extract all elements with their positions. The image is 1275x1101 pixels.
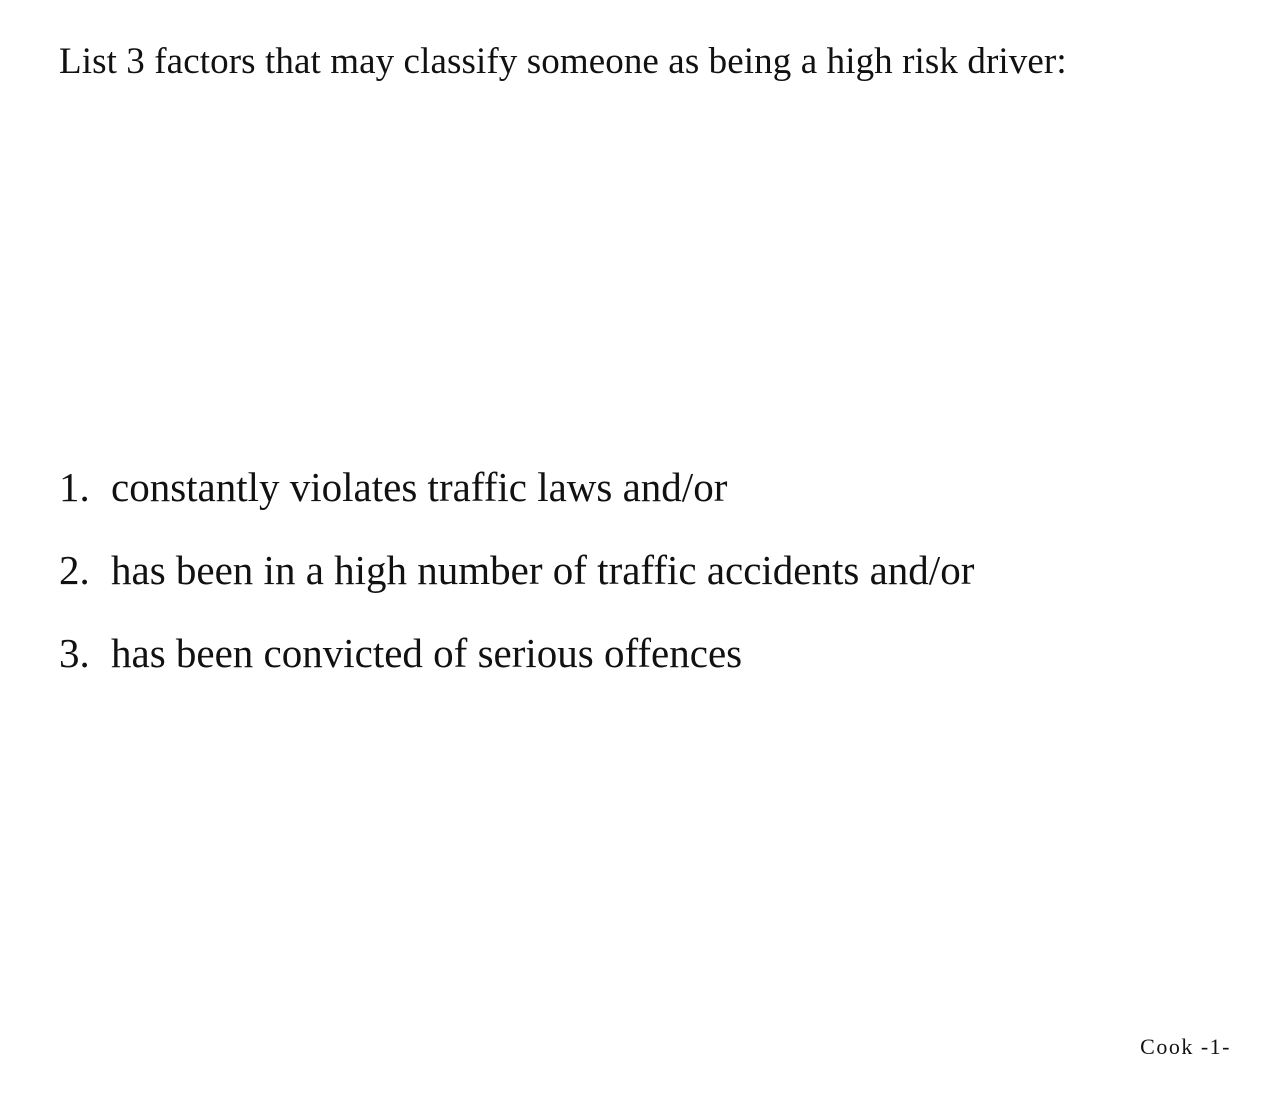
page-footer-label: Cook -1- (1140, 1034, 1231, 1059)
answer-number: 3. (59, 630, 90, 676)
answer-text: has been convicted of serious offences (111, 630, 743, 676)
answer-number: 2. (59, 547, 90, 593)
answer-text: constantly violates traffic laws and/or (111, 464, 728, 510)
answer-number: 1. (59, 464, 90, 510)
answer-item-3 (59, 629, 974, 677)
answer-list (59, 463, 974, 712)
question-prompt: List 3 factors that may classify someone as being a high risk driver: (59, 41, 1067, 82)
answer-text: has been in a high number of traffic accidents and/or (111, 547, 975, 593)
answer-item-2 (59, 546, 974, 594)
answer-item-1 (59, 463, 974, 511)
